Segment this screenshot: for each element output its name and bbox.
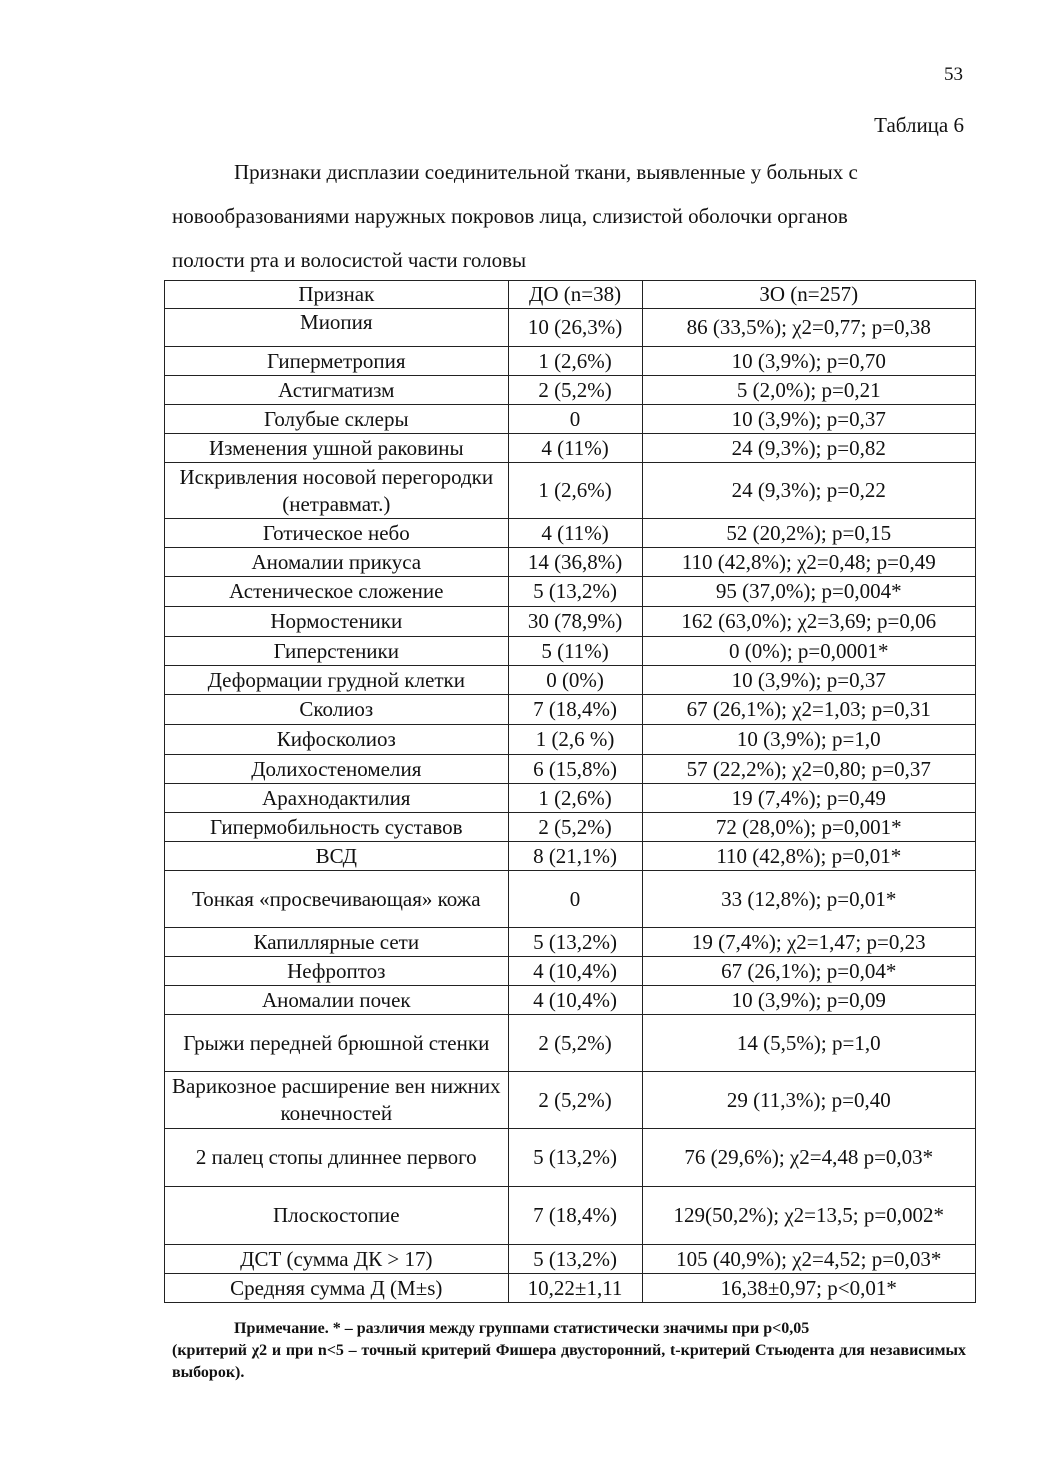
zo-group-cell: 110 (42,8%); χ2=0,48; p=0,49: [642, 548, 975, 577]
feature-cell: Голубые склеры: [165, 405, 509, 434]
zo-group-cell: 10 (3,9%); p=1,0: [642, 725, 975, 755]
zo-group-cell: 5 (2,0%); p=0,21: [642, 376, 975, 405]
header-cell-feature: Признак: [165, 281, 509, 309]
feature-cell: Арахнодактилия: [165, 784, 509, 813]
do-group-cell: 1 (2,6%): [508, 784, 642, 813]
zo-group-cell: 95 (37,0%); p=0,004*: [642, 577, 975, 607]
note-line-3: для независимых выборок).: [172, 1342, 967, 1381]
caption-line-2: новообразованиями наружных покровов лица, слизистой оболочки органов: [172, 204, 848, 228]
table-row: [165, 986, 976, 1015]
do-group-cell: 1 (2,6%): [508, 347, 642, 376]
table-row: [165, 347, 976, 376]
zo-group-cell: 33 (12,8%); p=0,01*: [642, 871, 975, 928]
feature-cell: Гипермобильность суставов: [165, 813, 509, 842]
zo-group-cell: 19 (7,4%); p=0,49: [642, 784, 975, 813]
note-line-2: (критерий χ2 и при n<5 – точный критерий Фишера двусторонний, t-критерий Стьюдента: [172, 1342, 835, 1359]
do-group-cell: 0 (0%): [508, 666, 642, 695]
table-row: [165, 957, 976, 986]
table-header-row: [165, 281, 976, 309]
zo-group-cell: 19 (7,4%); χ2=1,47; p=0,23: [642, 928, 975, 957]
table-row: [165, 695, 976, 725]
feature-cell: Средняя сумма Д (M±s): [165, 1274, 509, 1303]
table-row: [165, 1274, 976, 1303]
table-row: [165, 871, 976, 928]
table-row: [165, 755, 976, 784]
note-line-1: Примечание. * – различия между группами статистически значимы при p<0,05: [234, 1320, 810, 1337]
table-row: [165, 637, 976, 666]
zo-group-cell: 67 (26,1%); p=0,04*: [642, 957, 975, 986]
feature-cell: Нефроптоз: [165, 957, 509, 986]
feature-cell: Кифосколиоз: [165, 725, 509, 755]
zo-group-cell: 29 (11,3%); p=0,40: [642, 1072, 975, 1129]
do-group-cell: 2 (5,2%): [508, 1072, 642, 1129]
header-cell-zo: ЗО (n=257): [642, 281, 975, 309]
table-row: [165, 1129, 976, 1187]
zo-group-cell: 10 (3,9%); p=0,09: [642, 986, 975, 1015]
table-label: Таблица 6: [874, 113, 964, 137]
feature-cell: ВСД: [165, 842, 509, 871]
feature-cell: Долихостеномелия: [165, 755, 509, 784]
feature-cell: Готическое небо: [165, 519, 509, 548]
feature-cell: Деформации грудной клетки: [165, 666, 509, 695]
do-group-cell: 1 (2,6%): [508, 463, 642, 519]
zo-group-cell: 10 (3,9%); p=0,37: [642, 405, 975, 434]
feature-cell: Аномалии прикуса: [165, 548, 509, 577]
table-row: [165, 928, 976, 957]
zo-group-cell: 10 (3,9%); p=0,37: [642, 666, 975, 695]
zo-group-cell: 86 (33,5%); χ2=0,77; p=0,38: [642, 309, 975, 347]
data-table: [164, 280, 976, 1303]
feature-cell: Гиперстеники: [165, 637, 509, 666]
table-row: [165, 1245, 976, 1274]
feature-cell: Астигматизм: [165, 376, 509, 405]
table-body: [165, 309, 976, 1303]
do-group-cell: 2 (5,2%): [508, 813, 642, 842]
table-row: [165, 607, 976, 637]
zo-group-cell: 105 (40,9%); χ2=4,52; p=0,03*: [642, 1245, 975, 1274]
table-row: [165, 519, 976, 548]
do-group-cell: 10,22±1,11: [508, 1274, 642, 1303]
table-row: [165, 309, 976, 347]
table-row: [165, 1015, 976, 1072]
table-row: [165, 405, 976, 434]
feature-cell: Миопия: [165, 309, 509, 347]
feature-cell: Плоскостопие: [165, 1187, 509, 1245]
table-row: [165, 784, 976, 813]
table-row: [165, 1072, 976, 1129]
feature-cell: Изменения ушной раковины: [165, 434, 509, 463]
table-row: [165, 813, 976, 842]
caption-line-3: полости рта и волосистой части головы: [172, 248, 527, 272]
do-group-cell: 4 (11%): [508, 519, 642, 548]
page-number: 53: [944, 64, 963, 85]
feature-cell: Тонкая «просвечивающая» кожа: [165, 871, 509, 928]
table-row: [165, 463, 976, 519]
zo-group-cell: 24 (9,3%); p=0,22: [642, 463, 975, 519]
do-group-cell: 1 (2,6 %): [508, 725, 642, 755]
header-cell-do: ДО (n=38): [508, 281, 642, 309]
do-group-cell: 5 (13,2%): [508, 1245, 642, 1274]
do-group-cell: 7 (18,4%): [508, 1187, 642, 1245]
table-row: [165, 434, 976, 463]
do-group-cell: 5 (11%): [508, 637, 642, 666]
do-group-cell: 5 (13,2%): [508, 1129, 642, 1187]
zo-group-cell: 76 (29,6%); χ2=4,48 p=0,03*: [642, 1129, 975, 1187]
zo-group-cell: 57 (22,2%); χ2=0,80; p=0,37: [642, 755, 975, 784]
feature-cell: ДСТ (сумма ДК > 17): [165, 1245, 509, 1274]
feature-cell: 2 палец стопы длиннее первого: [165, 1129, 509, 1187]
do-group-cell: 4 (11%): [508, 434, 642, 463]
table-row: [165, 376, 976, 405]
zo-group-cell: 129(50,2%); χ2=13,5; p=0,002*: [642, 1187, 975, 1245]
caption-line-1: Признаки дисплазии соединительной ткани, выявленные у больных с: [234, 160, 858, 184]
zo-group-cell: 162 (63,0%); χ2=3,69; p=0,06: [642, 607, 975, 637]
table-row: [165, 1187, 976, 1245]
table-row: [165, 577, 976, 607]
table-row: [165, 666, 976, 695]
zo-group-cell: 72 (28,0%); p=0,001*: [642, 813, 975, 842]
feature-cell: Нормостеники: [165, 607, 509, 637]
table-row: [165, 548, 976, 577]
do-group-cell: 0: [508, 405, 642, 434]
do-group-cell: 5 (13,2%): [508, 577, 642, 607]
do-group-cell: 8 (21,1%): [508, 842, 642, 871]
do-group-cell: 14 (36,8%): [508, 548, 642, 577]
do-group-cell: 2 (5,2%): [508, 1015, 642, 1072]
zo-group-cell: 14 (5,5%); p=1,0: [642, 1015, 975, 1072]
feature-cell: Искривления носовой перегородки (нетравмат.): [165, 463, 509, 519]
table-row: [165, 842, 976, 871]
do-group-cell: 6 (15,8%): [508, 755, 642, 784]
do-group-cell: 5 (13,2%): [508, 928, 642, 957]
zo-group-cell: 52 (20,2%); p=0,15: [642, 519, 975, 548]
table-row: [165, 725, 976, 755]
feature-cell: Варикозное расширение вен нижних конечностей: [165, 1072, 509, 1129]
do-group-cell: 7 (18,4%): [508, 695, 642, 725]
zo-group-cell: 0 (0%); p=0,0001*: [642, 637, 975, 666]
do-group-cell: 4 (10,4%): [508, 957, 642, 986]
feature-cell: Астеническое сложение: [165, 577, 509, 607]
feature-cell: Грыжи передней брюшной стенки: [165, 1015, 509, 1072]
feature-cell: Гиперметропия: [165, 347, 509, 376]
do-group-cell: 10 (26,3%): [508, 309, 642, 347]
zo-group-cell: 67 (26,1%); χ2=1,03; p=0,31: [642, 695, 975, 725]
table-caption: [172, 150, 966, 282]
feature-cell: Сколиоз: [165, 695, 509, 725]
do-group-cell: 30 (78,9%): [508, 607, 642, 637]
do-group-cell: 2 (5,2%): [508, 376, 642, 405]
feature-cell: Аномалии почек: [165, 986, 509, 1015]
feature-cell: Капиллярные сети: [165, 928, 509, 957]
table-note: [172, 1318, 966, 1384]
zo-group-cell: 16,38±0,97; p<0,01*: [642, 1274, 975, 1303]
zo-group-cell: 24 (9,3%); p=0,82: [642, 434, 975, 463]
do-group-cell: 0: [508, 871, 642, 928]
zo-group-cell: 110 (42,8%); p=0,01*: [642, 842, 975, 871]
do-group-cell: 4 (10,4%): [508, 986, 642, 1015]
zo-group-cell: 10 (3,9%); p=0,70: [642, 347, 975, 376]
